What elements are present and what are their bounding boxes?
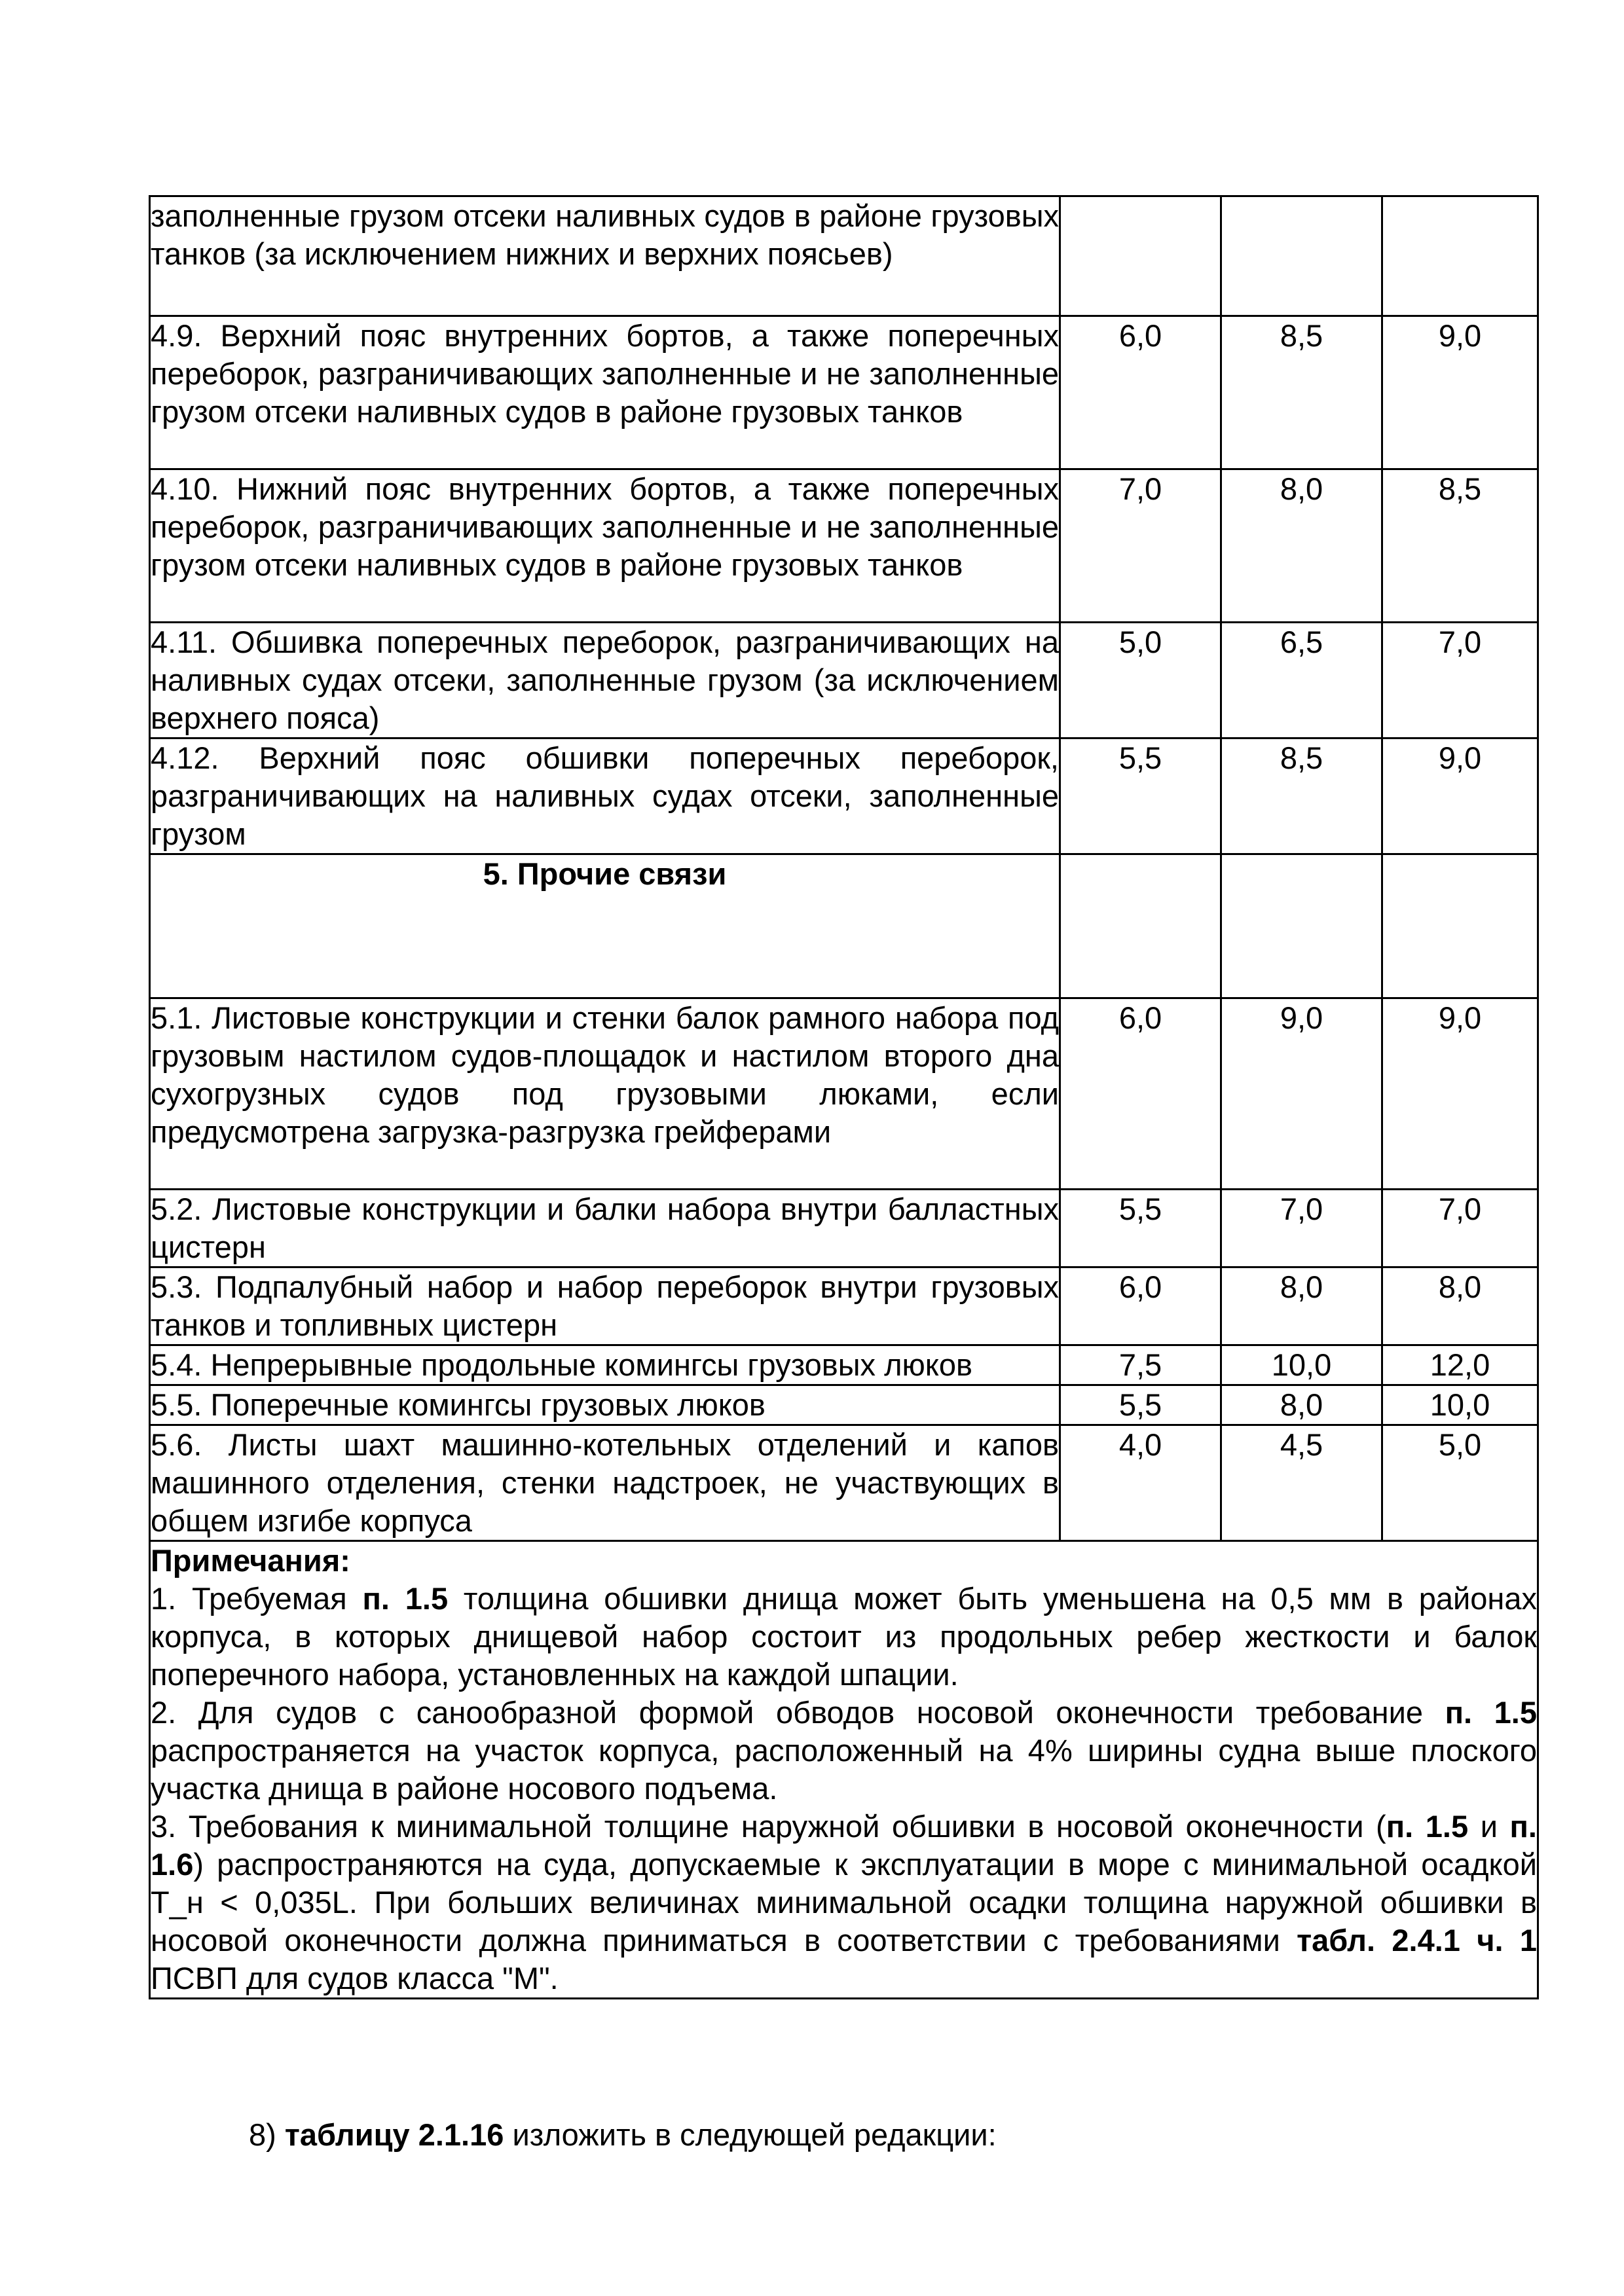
row-value-3: 7,0 bbox=[1382, 1190, 1538, 1267]
instruction-text: изложить в следующей редакции: bbox=[504, 2117, 997, 2152]
table-row bbox=[150, 1190, 1538, 1267]
row-value-3: 9,0 bbox=[1382, 998, 1538, 1190]
table-row bbox=[150, 998, 1538, 1190]
note-ref: п. 1.5 bbox=[1386, 1809, 1469, 1844]
section-title: 5. Прочие связи bbox=[150, 854, 1060, 998]
note-ref: п. 1.6 bbox=[151, 1809, 1537, 1882]
note-text: 2. Для судов с санообразной формой обводов носовой оконечности требование bbox=[151, 1695, 1445, 1730]
row-value-1: 5,0 bbox=[1060, 623, 1221, 738]
row-value-2: 9,0 bbox=[1221, 998, 1382, 1190]
notes-cell bbox=[150, 1541, 1538, 1999]
row-description: 4.11. Обшивка поперечных переборок, разграничивающих на наливных судах отсеки, заполненные грузом (за исключением верхнего пояса) bbox=[150, 623, 1060, 738]
row-description: 5.4. Непрерывные продольные комингсы грузовых люков bbox=[150, 1345, 1060, 1385]
note-text: ПСВП для судов класса "М". bbox=[151, 1961, 559, 1995]
instruction-table-ref: таблицу 2.1.16 bbox=[284, 2117, 504, 2152]
row-value-1 bbox=[1060, 196, 1221, 316]
section-empty-cell bbox=[1060, 854, 1221, 998]
note-text: 3. Требования к минимальной толщине наружной обшивки в носовой оконечности ( bbox=[151, 1809, 1386, 1844]
row-value-2: 8,0 bbox=[1221, 1385, 1382, 1425]
instruction-prefix: 8) bbox=[249, 2117, 285, 2152]
row-description: 5.3. Подпалубный набор и набор переборок внутри грузовых танков и топливных цистерн bbox=[150, 1267, 1060, 1345]
row-description: 5.2. Листовые конструкции и балки набора внутри балластных цистерн bbox=[150, 1190, 1060, 1267]
table-row bbox=[150, 196, 1538, 316]
row-description: 4.9. Верхний пояс внутренних бортов, а также поперечных переборок, разграничивающих заполненные и не заполненные грузом отсеки наливных судов в районе грузовых танков bbox=[150, 316, 1060, 469]
row-description: 5.5. Поперечные комингсы грузовых люков bbox=[150, 1385, 1060, 1425]
row-value-2: 8,0 bbox=[1221, 1267, 1382, 1345]
thickness-table bbox=[149, 195, 1539, 1999]
row-value-3: 12,0 bbox=[1382, 1345, 1538, 1385]
row-value-3 bbox=[1382, 196, 1538, 316]
table-row bbox=[150, 738, 1538, 854]
row-value-1: 7,5 bbox=[1060, 1345, 1221, 1385]
section-empty-cell bbox=[1221, 854, 1382, 998]
row-value-1: 5,5 bbox=[1060, 1385, 1221, 1425]
row-value-1: 6,0 bbox=[1060, 998, 1221, 1190]
note-3 bbox=[151, 1808, 1537, 1997]
row-value-3: 7,0 bbox=[1382, 623, 1538, 738]
table-row bbox=[150, 1385, 1538, 1425]
table-row bbox=[150, 316, 1538, 469]
note-1 bbox=[151, 1580, 1537, 1694]
row-description: 4.10. Нижний пояс внутренних бортов, а также поперечных переборок, разграничивающих заполненные и не заполненные грузом отсеки наливных судов в районе грузовых танков bbox=[150, 469, 1060, 623]
row-value-3: 9,0 bbox=[1382, 316, 1538, 469]
row-description: 5.1. Листовые конструкции и стенки балок рамного набора под грузовым настилом судов-площадок и настилом второго дна сухогрузных судов под грузовыми люками, если предусмотрена загрузка-разгрузка грейферами bbox=[150, 998, 1060, 1190]
row-value-3: 8,0 bbox=[1382, 1267, 1538, 1345]
row-description: 5.6. Листы шахт машинно-котельных отделений и капов машинного отделения, стенки надстроек, не участвующих в общем изгибе корпуса bbox=[150, 1425, 1060, 1541]
row-value-1: 5,5 bbox=[1060, 1190, 1221, 1267]
row-value-1: 7,0 bbox=[1060, 469, 1221, 623]
note-ref: п. 1.5 bbox=[1445, 1695, 1537, 1730]
table-row bbox=[150, 469, 1538, 623]
table-row bbox=[150, 623, 1538, 738]
note-text: толщина обшивки днища может быть уменьшена на 0,5 мм в районах корпуса, в которых днищевой набор состоит из продольных ребер жесткости и балок поперечного набора, установленных на каждой шпации. bbox=[151, 1581, 1538, 1692]
row-value-3: 10,0 bbox=[1382, 1385, 1538, 1425]
note-text: и bbox=[1468, 1809, 1510, 1844]
row-value-1: 5,5 bbox=[1060, 738, 1221, 854]
note-ref: табл. 2.4.1 ч. 1 bbox=[1297, 1923, 1537, 1958]
row-value-2: 8,5 bbox=[1221, 738, 1382, 854]
section-empty-cell bbox=[1382, 854, 1538, 998]
table-row bbox=[150, 1267, 1538, 1345]
row-value-1: 6,0 bbox=[1060, 1267, 1221, 1345]
row-value-2: 7,0 bbox=[1221, 1190, 1382, 1267]
note-text: распространяется на участок корпуса, расположенный на 4% ширины судна выше плоского участка днища в районе носового подъема. bbox=[151, 1733, 1537, 1806]
row-value-1: 4,0 bbox=[1060, 1425, 1221, 1541]
note-ref: п. 1.5 bbox=[362, 1581, 449, 1616]
amendment-instruction bbox=[249, 2116, 1532, 2154]
table-row bbox=[150, 1345, 1538, 1385]
row-description: заполненные грузом отсеки наливных судов в районе грузовых танков (за исключением нижних и верхних поясьев) bbox=[150, 196, 1060, 316]
notes-row bbox=[150, 1541, 1538, 1999]
row-value-2 bbox=[1221, 196, 1382, 316]
row-value-3: 9,0 bbox=[1382, 738, 1538, 854]
section-row bbox=[150, 854, 1538, 998]
row-value-2: 6,5 bbox=[1221, 623, 1382, 738]
row-value-2: 8,5 bbox=[1221, 316, 1382, 469]
row-description: 4.12. Верхний пояс обшивки поперечных переборок, разграничивающих на наливных судах отсеки, заполненные грузом bbox=[150, 738, 1060, 854]
row-value-3: 5,0 bbox=[1382, 1425, 1538, 1541]
note-text: ) распространяются на суда, допускаемые к эксплуатации в море с минимальной осадкой T_н < 0,035L. При больших величинах минимальной осадки толщина наружной обшивки в носовой оконечности должна приниматься в соответствии с требованиями bbox=[151, 1847, 1537, 1958]
row-value-1: 6,0 bbox=[1060, 316, 1221, 469]
row-value-2: 4,5 bbox=[1221, 1425, 1382, 1541]
note-2 bbox=[151, 1694, 1537, 1808]
row-value-3: 8,5 bbox=[1382, 469, 1538, 623]
row-value-2: 10,0 bbox=[1221, 1345, 1382, 1385]
note-text: 1. Требуемая bbox=[151, 1581, 363, 1616]
table-row bbox=[150, 1425, 1538, 1541]
row-value-2: 8,0 bbox=[1221, 469, 1382, 623]
notes-title: Примечания: bbox=[151, 1543, 350, 1578]
